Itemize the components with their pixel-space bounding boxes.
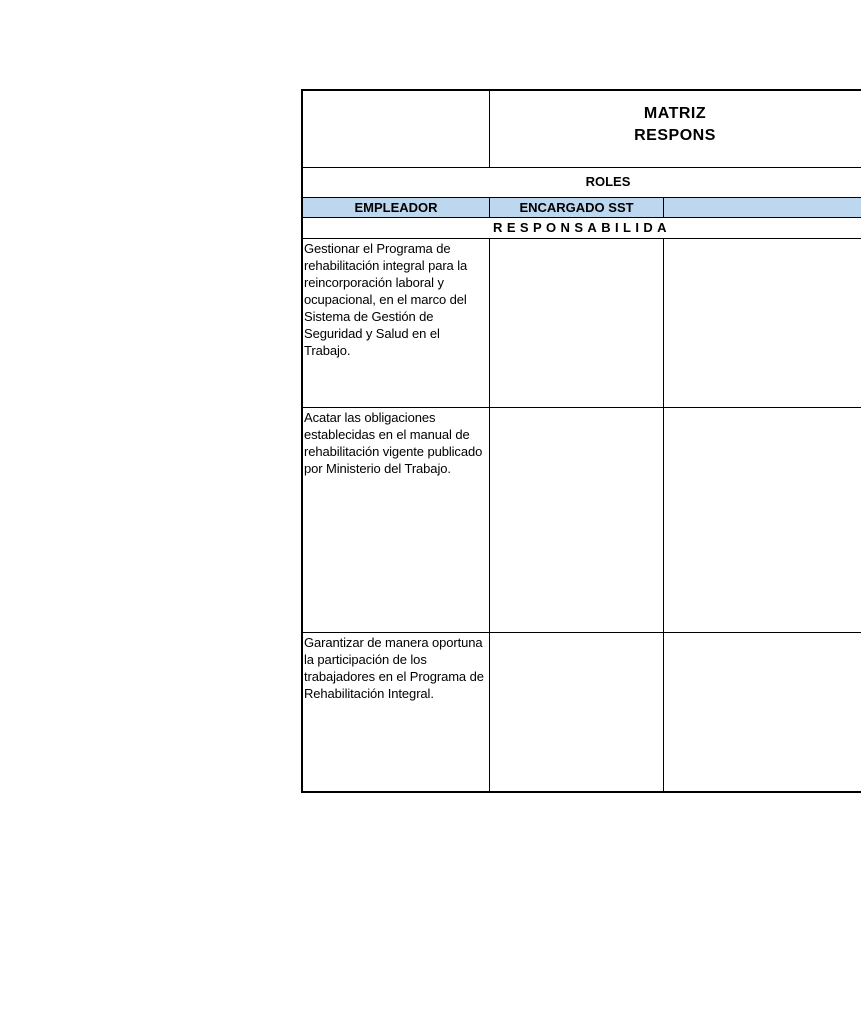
matrix-clip: [301, 89, 716, 793]
row-3-encargado-cell: [490, 633, 663, 791]
row-3-empleador-responsibility: Garantizar de manera oportuna la participación de los trabajadores en el Programa de Rehabilitación Integral.: [304, 635, 484, 701]
logo-cell: [303, 91, 489, 167]
column-header-encargado-sst: ENCARGADO SST: [519, 200, 634, 215]
responsibility-matrix-table: [301, 89, 861, 793]
roles-label: ROLES: [585, 174, 631, 189]
matrix-title: [489, 103, 861, 147]
title-line-1: MATRIZ: [643, 105, 707, 122]
row-2-empleador-responsibility: Acatar las obligaciones establecidas en el manual de rehabilitación vigente publicado por Ministerio del Trabajo.: [304, 410, 483, 476]
responsibilities-banner: RESPONSABILIDA: [493, 220, 671, 235]
row-1-empleador-responsibility: Gestionar el Programa de rehabilitación integral para la reincorporación laboral y ocupacional, en el marco del Sistema de Gestión de Seguridad y Salud en el Trabajo.: [304, 241, 468, 358]
row-1-encargado-cell: [490, 239, 663, 407]
title-line-2: RESPONS: [634, 127, 716, 144]
column-header-empleador: EMPLEADOR: [354, 200, 438, 215]
title-bottom-line: [301, 167, 861, 168]
table-border-bottom: [301, 791, 861, 793]
next-header-fill: [664, 198, 861, 217]
row-2-encargado-cell: [490, 408, 663, 632]
table-border-left: [301, 89, 303, 793]
body-right-divider: [663, 238, 664, 793]
